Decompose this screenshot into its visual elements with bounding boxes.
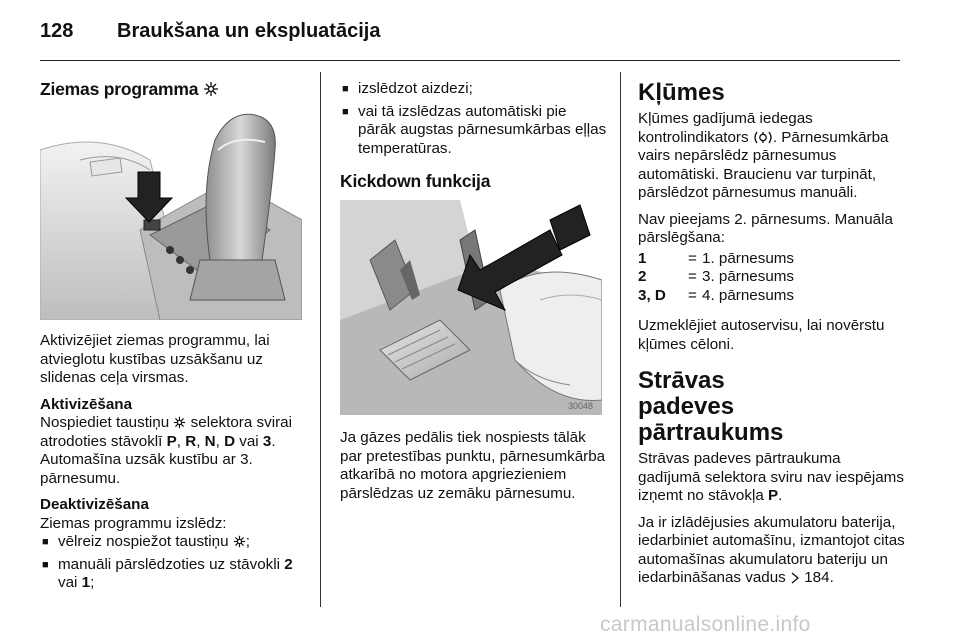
middle-column-text bbox=[340, 429, 608, 511]
gear-mapping-table bbox=[638, 250, 794, 306]
middle-column bbox=[340, 80, 608, 201]
activation-text-3: Automašīna uzsāk kustību ar 3. pārnesumu. bbox=[40, 451, 253, 487]
gear-3: 3 bbox=[262, 432, 272, 450]
manual-shift-text: Nav pieejams 2. pārnesums. Manuāla pārslēgšana: bbox=[638, 210, 893, 246]
faults-heading: Kļūmes bbox=[638, 79, 725, 106]
activation-title: Aktivizēšana bbox=[40, 395, 133, 413]
table-row bbox=[638, 250, 794, 269]
separator: , bbox=[176, 432, 186, 450]
gear-equals: = bbox=[688, 268, 697, 285]
gear-key: 1 bbox=[638, 249, 647, 267]
middle-bullet-list bbox=[340, 80, 608, 158]
list-item bbox=[340, 80, 608, 99]
list-item-text: izslēdzot aizdezi; bbox=[358, 80, 473, 97]
list-item bbox=[40, 556, 308, 593]
header-rule bbox=[40, 60, 900, 61]
kickdown-heading: Kickdown funkcija bbox=[340, 171, 491, 191]
separator: . bbox=[271, 432, 276, 450]
battery-text bbox=[638, 514, 906, 588]
gear-n: N bbox=[204, 432, 216, 450]
gear-value: 4. pārnesums bbox=[702, 286, 795, 304]
power-text-1: Strāvas padeves pārtraukuma gadījumā selektora sviru nav iespējams izņemt no stāvokļa bbox=[638, 450, 904, 504]
gear-r: R bbox=[185, 432, 197, 450]
snowflake-icon bbox=[173, 416, 186, 429]
gear-selector-illustration bbox=[40, 110, 302, 320]
gear-equals: = bbox=[688, 249, 697, 267]
faults-text-2: . Pārnesumkārba vairs nepārslēdz pārnesumus automātiski. Braucienu var turpināt, pārslēdzot pārnesumus manuāli. bbox=[638, 128, 889, 201]
kickdown-text: Ja gāzes pedālis tiek nospiests tālāk par pretestības punktu, pārnesumkārba atkarībā no motora apgriezieniem pārslēdzas uz zemāku pārnesumu. bbox=[340, 429, 606, 502]
winter-program-intro: Aktivizējiet ziemas programmu, lai atvieglotu kustības uzsākšanu uz slidenas ceļa virsmas. bbox=[40, 332, 270, 386]
gear-equals: = bbox=[688, 286, 697, 304]
bullet-icon: ■ bbox=[342, 105, 349, 118]
activation-text bbox=[40, 414, 308, 488]
deactivation-title: Deaktivizēšana bbox=[40, 496, 149, 513]
power-interruption-heading: Strāvas padeves pārtraukums bbox=[638, 367, 784, 446]
list-item-text-mid: vai bbox=[58, 574, 82, 591]
faults-text bbox=[638, 110, 906, 203]
separator: , bbox=[196, 432, 205, 450]
service-text: Uzmeklējiet autoservisu, lai novērstu kļūmes cēloni. bbox=[638, 317, 885, 353]
list-item-text-end: ; bbox=[90, 574, 95, 591]
table-row bbox=[638, 287, 794, 306]
bullet-icon: ■ bbox=[342, 83, 349, 95]
winter-program-title: Ziemas programma bbox=[40, 79, 199, 99]
list-item-text: manuāli pārslēdzoties uz stāvokli bbox=[58, 555, 281, 573]
gear-d: D bbox=[224, 432, 236, 450]
bullet-icon: ■ bbox=[42, 536, 49, 548]
gear-1: 1 bbox=[81, 574, 91, 591]
list-item-text: vēlreiz nospiežot taustiņu bbox=[58, 533, 229, 550]
table-row bbox=[638, 268, 794, 287]
list-item-text: vai tā izslēdzas automātiski pie pārāk augstas pārnesumkārbas eļļas temperatūras. bbox=[358, 102, 607, 157]
gear-value: 3. pārnesums bbox=[702, 268, 795, 285]
gear-key: 2 bbox=[638, 268, 647, 285]
page-header bbox=[40, 14, 920, 50]
gear-value: 1. pārnesums bbox=[702, 249, 795, 267]
snowflake-icon bbox=[233, 535, 246, 548]
page-reference-icon bbox=[790, 572, 800, 584]
left-column-text bbox=[40, 332, 308, 599]
snowflake-icon bbox=[203, 81, 219, 97]
separator: vai bbox=[235, 432, 263, 450]
chapter-title: Braukšana un ekspluatācija bbox=[117, 20, 381, 42]
power-text-end: . bbox=[778, 487, 783, 504]
gear-p: P bbox=[166, 432, 177, 450]
power-interruption-text bbox=[638, 450, 906, 506]
bullet-icon: ■ bbox=[42, 558, 49, 571]
separator: , bbox=[215, 432, 225, 450]
watermark: carmanualsonline.info bbox=[600, 613, 811, 636]
column-divider-2 bbox=[620, 72, 621, 607]
page-reference: 184. bbox=[804, 569, 834, 586]
gear-key: 3, D bbox=[638, 286, 666, 304]
deactivation-lead: Ziemas programmu izslēdz: bbox=[40, 514, 227, 532]
list-item-text-end: ; bbox=[245, 533, 251, 550]
activation-text-2: selektora svirai atrodoties stāvoklī bbox=[40, 414, 292, 450]
deactivation-list bbox=[40, 533, 308, 593]
left-column bbox=[40, 80, 308, 109]
gear-p: P bbox=[768, 487, 779, 504]
list-item bbox=[340, 103, 608, 159]
battery-text-1: Ja ir izlādējusies akumulatoru baterija, iedarbiniet automašīnu, izmantojot citas automašīnas akumulatoru bateriju un iedarbināšanas vadus bbox=[638, 513, 905, 586]
page-number: 128 bbox=[40, 20, 74, 42]
gear-2: 2 bbox=[284, 555, 293, 573]
list-item bbox=[40, 533, 308, 552]
column-divider-1 bbox=[320, 72, 321, 607]
winter-program-heading bbox=[40, 80, 308, 99]
gearbox-warning-icon bbox=[753, 131, 773, 144]
activation-text-1: Nospiediet taustiņu bbox=[40, 414, 170, 431]
right-column bbox=[638, 80, 906, 596]
figure-number: 30048 bbox=[568, 401, 594, 411]
faults-text-1: Kļūmes gadījumā iedegas kontrolindikators bbox=[638, 110, 813, 146]
kickdown-pedal-illustration bbox=[340, 200, 602, 415]
